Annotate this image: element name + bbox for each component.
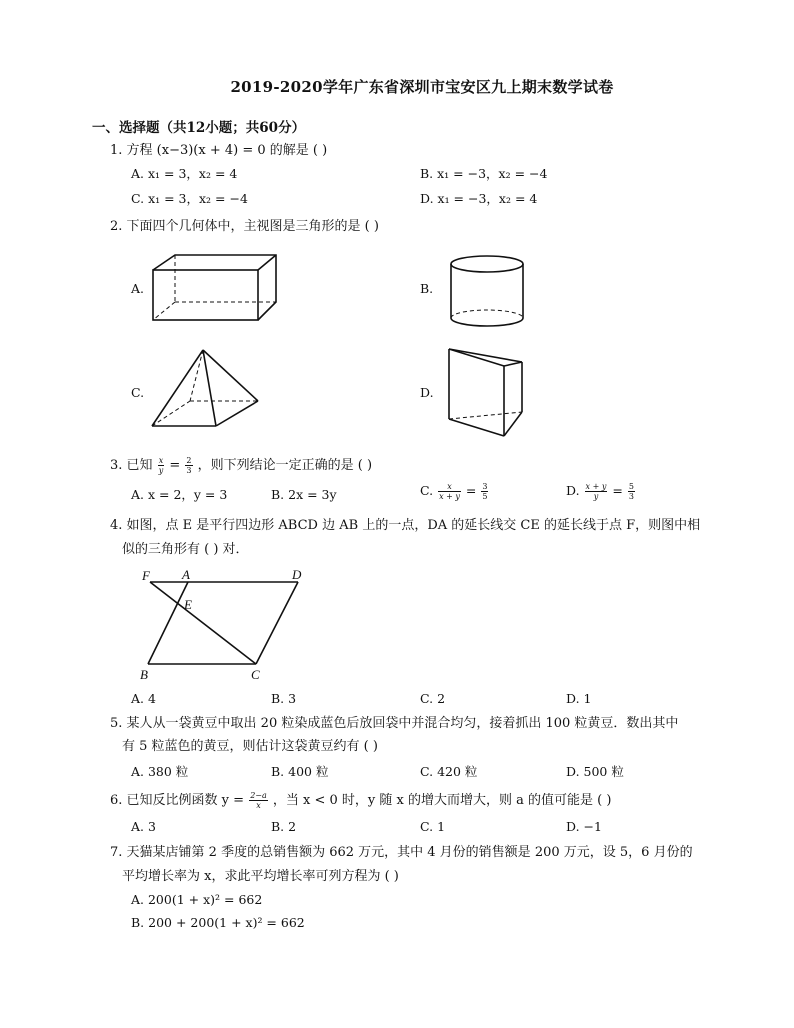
q2-label-a: A. (131, 281, 145, 296)
page-title: 2019-2020学年广东省深圳市宝安区九上期末数学试卷 (230, 78, 614, 96)
q5-option-d: D. 500 粒 (566, 764, 624, 779)
point-c-label: C (251, 667, 260, 682)
point-a-label: A (182, 567, 190, 582)
q5-stem-line2: 有 5 粒蓝色的黄豆，则估计这袋黄豆约有 ( ) (122, 739, 378, 754)
triangular-prism-figure (444, 344, 529, 440)
q3-option-d: D. $\frac{x + y}{y}$ = $\frac{5}{3}$ (566, 482, 634, 501)
q4-option-d: D. 1 (566, 691, 592, 706)
q3-fraction-value: $\frac{2}{3}$ (186, 456, 192, 475)
point-f-label: F (142, 568, 150, 583)
q7-option-a: A. 200(1 + x)² = 662 (131, 892, 263, 907)
q3-stem-post: ，则下列结论一定正确的是 ( ) (197, 458, 373, 473)
q4-option-b: B. 3 (271, 691, 297, 706)
q3-fraction-xy: $\frac{x}{y}$ (158, 456, 164, 475)
point-e-label: E (184, 597, 192, 612)
q1-option-a: A. x₁ = 3，x₂ = 4 (131, 166, 238, 181)
q6-option-d: D. −1 (566, 819, 602, 834)
q7-stem-line2: 平均增长率为 x，求此平均增长率可列方程为 ( ) (122, 869, 399, 884)
point-d-label: D (292, 567, 302, 582)
q2-label-d: D. (420, 385, 434, 400)
parallelogram-figure (138, 566, 313, 684)
q4-option-c: C. 2 (420, 691, 446, 706)
q6-option-a: A. 3 (131, 819, 156, 834)
q4-stem-line1: 4. 如图，点 E 是平行四边形 ABCD 边 AB 上的一点，DA 的延长线交 CE 的延长线于点 F，则图中相 (110, 518, 701, 533)
q5-option-b: B. 400 粒 (271, 764, 329, 779)
q7-stem-line1: 7. 天猫某店铺第 2 季度的总销售额为 662 万元，其中 4 月份的销售额是 200 万元，设 5，6 月份的 (110, 845, 693, 860)
cylinder-figure (445, 252, 530, 330)
q2-label-c: C. (131, 385, 145, 400)
q2-label-b: B. (420, 281, 434, 296)
q6-stem: 6. 已知反比例函数 y = $\frac{2-a}{x}$ ，当 x < 0 时，y 随 x 的增大而增大，则 a 的值可能是 ( ) (110, 791, 612, 810)
q5-option-c: C. 420 粒 (420, 764, 478, 779)
cuboid-figure (148, 250, 283, 325)
q3-stem-pre: 3. 已知 (110, 458, 153, 473)
pyramid-figure (148, 346, 263, 431)
q3-option-b: B. 2x = 3y (271, 487, 337, 502)
q7-option-b: B. 200 + 200(1 + x)² = 662 (131, 915, 305, 930)
q1-option-b: B. x₁ = −3，x₂ = −4 (420, 166, 548, 181)
q1-stem: 1. 方程 (x−3)(x + 4) = 0 的解是 ( ) (110, 143, 328, 158)
q5-stem-line1: 5. 某人从一袋黄豆中取出 20 粒染成蓝色后放回袋中并混合均匀，接着抓出 100 粒黄豆．数出其中 (110, 716, 679, 731)
q4-stem-line2: 似的三角形有 ( ) 对． (122, 542, 249, 557)
q6-fraction: $\frac{2-a}{x}$ (250, 791, 267, 810)
q1-option-c: C. x₁ = 3，x₂ = −4 (131, 191, 248, 206)
section-title: 一、选择题（共12小题；共60分） (92, 120, 306, 136)
point-b-label: B (140, 667, 148, 682)
q6-option-c: C. 1 (420, 819, 446, 834)
q1-option-d: D. x₁ = −3，x₂ = 4 (420, 191, 538, 206)
q3-option-a: A. x = 2，y = 3 (131, 487, 228, 502)
q3-option-c: C. $\frac{x}{x + y}$ = $\frac{3}{5}$ (420, 482, 488, 501)
q2-stem: 2. 下面四个几何体中，主视图是三角形的是 ( ) (110, 219, 379, 234)
q6-option-b: B. 2 (271, 819, 297, 834)
q4-option-a: A. 4 (131, 691, 156, 706)
q3-stem: 3. 已知 $\frac{x}{y}$ = $\frac{2}{3}$ ，则下列结论一定正确的是 ( ) (110, 456, 373, 475)
q5-option-a: A. 380 粒 (131, 764, 189, 779)
